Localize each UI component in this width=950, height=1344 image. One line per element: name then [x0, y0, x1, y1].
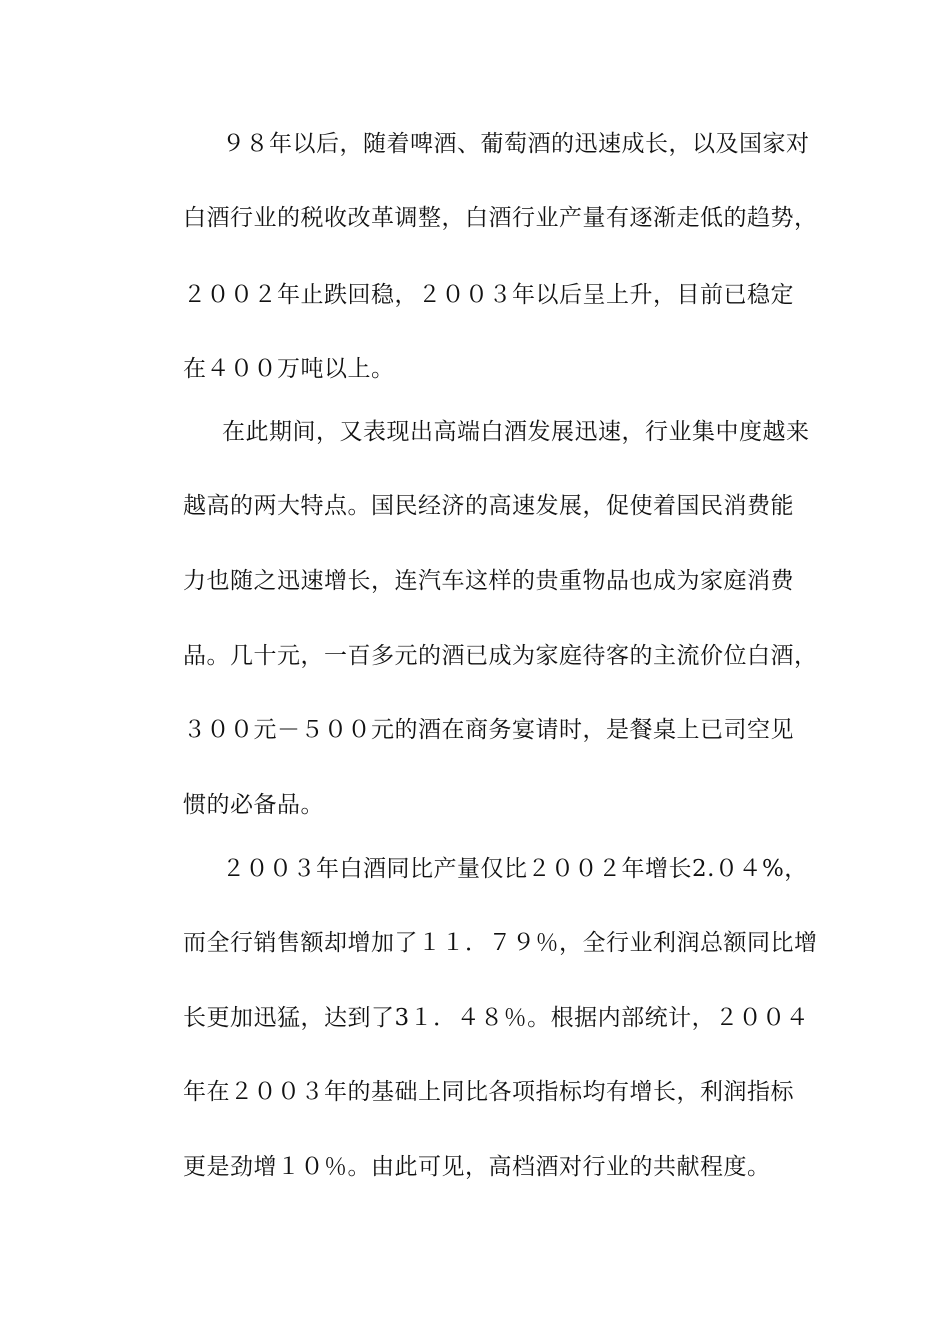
paragraph-2-line-2: 越高的两大特点。国民经济的高速发展，促使着国民消费能 [183, 493, 794, 519]
paragraph-3-line-4: 年在２００３年的基础上同比各项指标均有增长，利润指标 [183, 1079, 794, 1105]
paragraph-2-line-5: ３００元－５００元的酒在商务宴请时，是餐桌上已司空见 [183, 717, 794, 743]
paragraph-1-line-1: ９８年以后，随着啤酒、葡萄酒的迅速成长，以及国家对 [222, 131, 810, 157]
paragraph-3-line-2: 而全行销售额却增加了１１．７９％，全行业利润总额同比增 [183, 930, 818, 956]
paragraph-2-line-3: 力也随之迅速增长，连汽车这样的贵重物品也成为家庭消费 [183, 568, 794, 594]
paragraph-3-line-5: 更是劲增１０％。由此可见，高档酒对行业的共献程度。 [183, 1154, 771, 1180]
paragraph-2-line-4: 品。几十元，一百多元的酒已成为家庭待客的主流价位白酒， [183, 643, 818, 669]
paragraph-2-line-1: 在此期间，又表现出高端白酒发展迅速，行业集中度越来 [222, 419, 810, 445]
paragraph-3-line-3: 长更加迅猛，达到了3１．４８％。根据内部统计，２００４ [183, 1005, 810, 1031]
paragraph-3-line-1: ２００３年白酒同比产量仅比２００２年增长2.０４%， [222, 856, 808, 882]
paragraph-1-line-3: ２００２年止跌回稳，２００３年以后呈上升，目前已稳定 [183, 282, 794, 308]
paragraph-2-line-6: 惯的必备品。 [183, 792, 324, 818]
paragraph-1-line-4: 在４００万吨以上。 [183, 356, 395, 382]
paragraph-1-line-2: 白酒行业的税收改革调整，白酒行业产量有逐渐走低的趋势， [183, 205, 818, 231]
